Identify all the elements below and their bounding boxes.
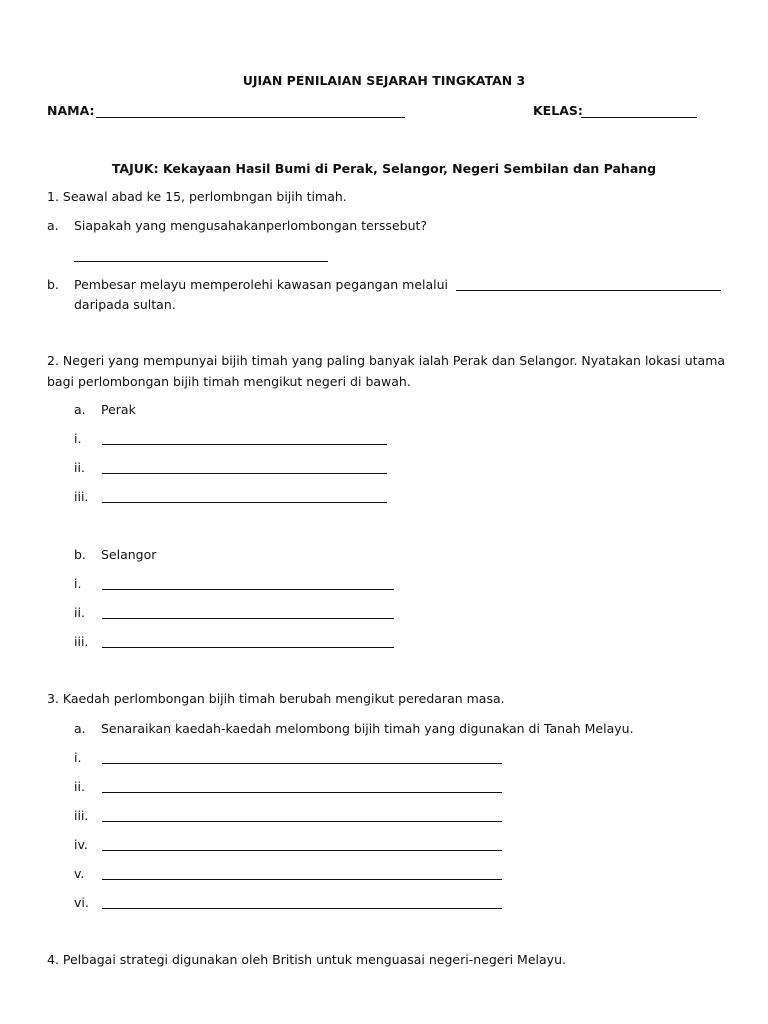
q2b-item-1-line[interactable] [102, 589, 394, 590]
q3-item-3-line[interactable] [102, 821, 502, 822]
q2a-item-1-numeral: i. [74, 431, 82, 446]
q2b-item-1-numeral: i. [74, 576, 82, 591]
q1a-answer-line[interactable] [74, 261, 328, 262]
q2b-marker: b. [74, 547, 86, 562]
question-1: 1. Seawal abad ke 15, perlombngan bijih timah. [47, 189, 347, 204]
q2a-marker: a. [74, 402, 86, 417]
question-4: 4. Pelbagai strategi digunakan oleh British untuk menguasai negeri-negeri Melayu. [47, 952, 566, 967]
q1a-text: Siapakah yang mengusahakanperlombongan terssebut? [74, 218, 428, 233]
kelas-answer-line[interactable] [581, 117, 697, 118]
q2b-text: Selangor [101, 547, 157, 562]
nama-answer-line[interactable] [96, 117, 405, 118]
q3a-text: Senaraikan kaedah-kaedah melombong bijih timah yang digunakan di Tanah Melayu. [101, 721, 634, 736]
q2b-item-3-line[interactable] [102, 647, 394, 648]
topic-heading: TAJUK: Kekayaan Hasil Bumi di Perak, Selangor, Negeri Sembilan dan Pahang [111, 161, 657, 176]
q2a-text: Perak [101, 402, 136, 417]
q3-item-6-line[interactable] [102, 908, 502, 909]
q2a-item-3-numeral: iii. [74, 489, 89, 504]
q3-item-1-line[interactable] [102, 763, 502, 764]
q2b-item-3-numeral: iii. [74, 634, 89, 649]
q3-item-1-numeral: i. [74, 750, 82, 765]
q2a-item-1-line[interactable] [102, 444, 387, 445]
q2a-item-3-line[interactable] [102, 502, 387, 503]
kelas-label: KELAS: [533, 103, 583, 118]
q1b-marker: b. [47, 277, 59, 292]
q2a-item-2-line[interactable] [102, 473, 387, 474]
q3-item-5-numeral: v. [74, 866, 85, 881]
nama-label: NAMA: [47, 103, 95, 118]
q3-item-5-line[interactable] [102, 879, 502, 880]
q3-item-2-numeral: ii. [74, 779, 85, 794]
question-2-line-1: 2. Negeri yang mempunyai bijih timah yang paling banyak ialah Perak dan Selangor. Nyatakan lokasi utama [47, 353, 726, 368]
q3-item-3-numeral: iii. [74, 808, 89, 823]
q2b-item-2-numeral: ii. [74, 605, 85, 620]
q2a-item-2-numeral: ii. [74, 460, 85, 475]
question-2-line-2: bagi perlombongan bijih timah mengikut negeri di bawah. [47, 374, 411, 389]
q3-item-6-numeral: vi. [74, 895, 89, 910]
q3-item-2-line[interactable] [102, 792, 502, 793]
q3-item-4-numeral: iv. [74, 837, 88, 852]
q3a-marker: a. [74, 721, 86, 736]
q1a-marker: a. [47, 218, 59, 233]
q1b-text: Pembesar melayu memperolehi kawasan pegangan melalui [74, 277, 449, 292]
q2b-item-2-line[interactable] [102, 618, 394, 619]
q1b-continuation: daripada sultan. [74, 297, 176, 312]
question-3: 3. Kaedah perlombongan bijih timah berubah mengikut peredaran masa. [47, 691, 505, 706]
q1b-answer-line[interactable] [456, 290, 721, 291]
q3-item-4-line[interactable] [102, 850, 502, 851]
page-title: UJIAN PENILAIAN SEJARAH TINGKATAN 3 [242, 73, 526, 88]
